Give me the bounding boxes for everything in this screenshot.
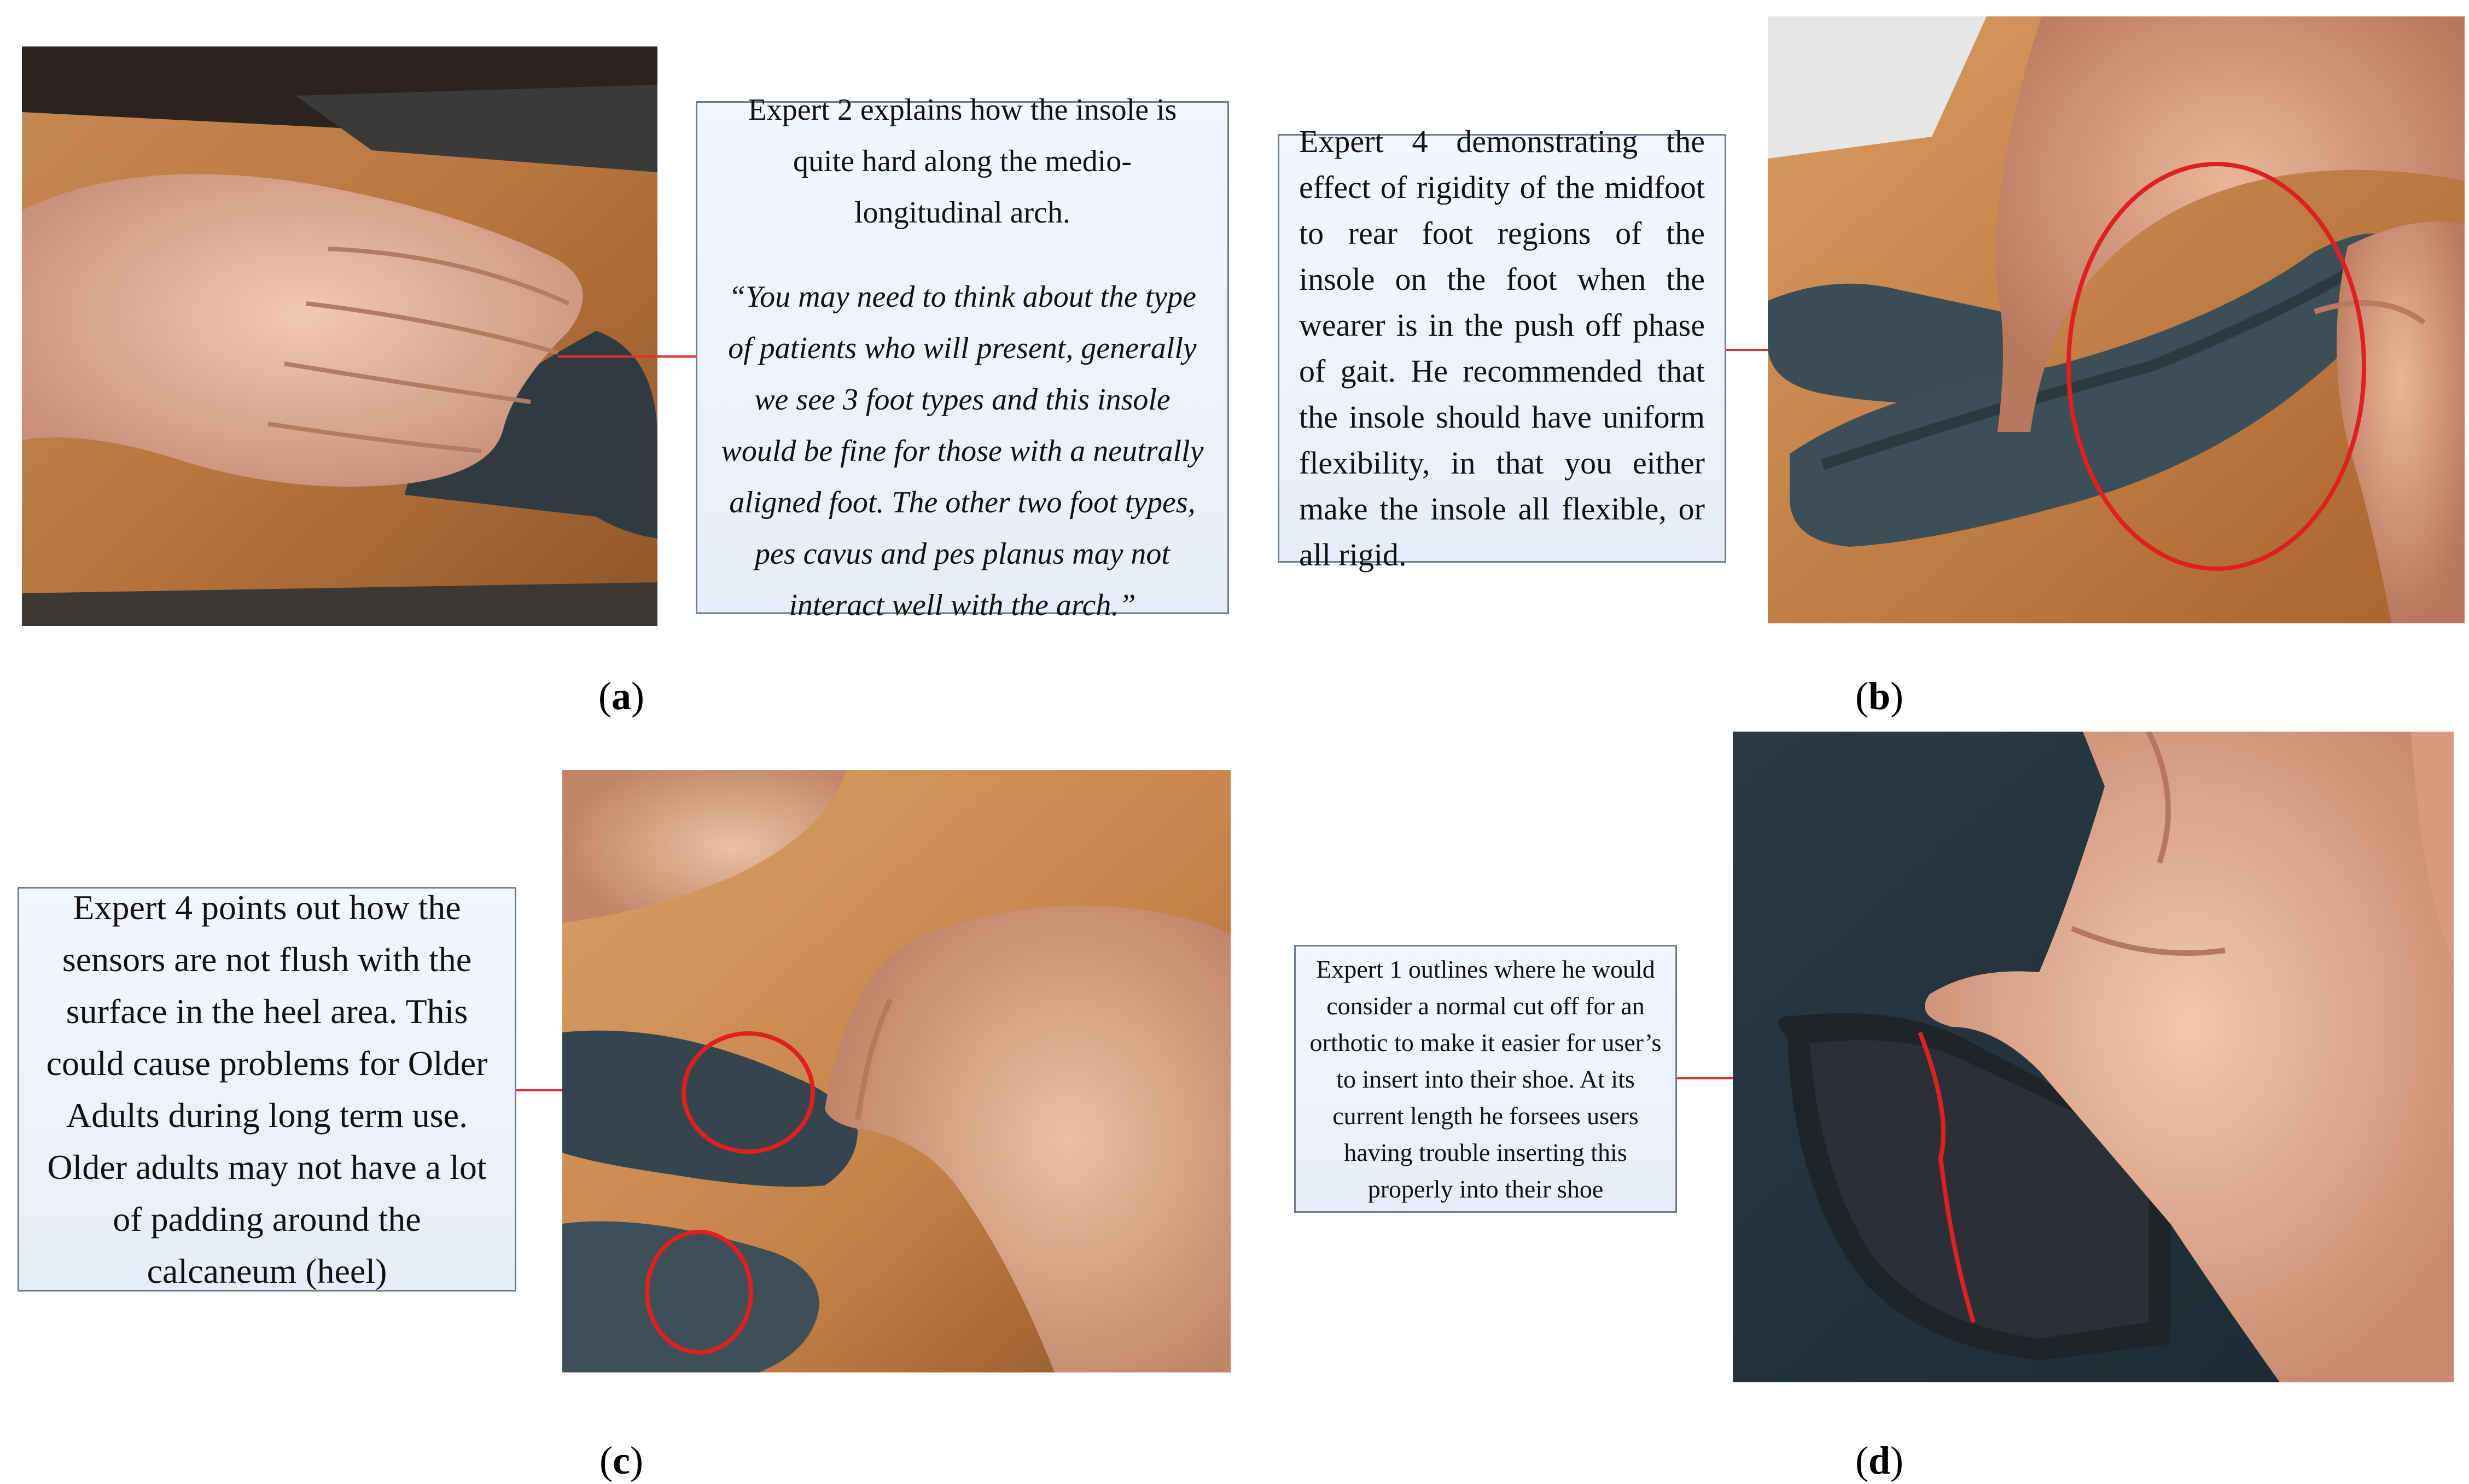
panel-label-a: (a) [598, 674, 644, 718]
callout-a [696, 93, 1229, 622]
callout-b-text: Expert 4 demonstrating the effect of rigidity of the midfoot to rear foot regions of the insole on the foot when the wearer is in the push off phase of gait. He recommended that the insole should have uniform flexibility, in that you either make the insole all flexible, or all rigid. [1299, 124, 1705, 572]
callout-d [1294, 945, 1677, 1213]
callout-b [1278, 124, 1726, 572]
callout-a-quote: “You may need to think about the type of patients who will present, generally we see 3 foot types and this insole would be fine for those with a neutrally aligned foot. The other two foot types, pes cavus and pes planus may not interact well with the arch.” [721, 280, 1204, 622]
callout-c [18, 887, 516, 1292]
panel-label-b: (b) [1855, 674, 1903, 718]
callout-d-text: Expert 1 outlines where he would consider a normal cut off for an orthotic to make it easier for user’s to insert into their shoe. At its current length he forsees users having trouble inserting this properly into their shoe [1309, 955, 1662, 1203]
photo-b-bending-insole [1768, 16, 2465, 623]
panel-label-c: (c) [599, 1439, 643, 1482]
photo-a-hand-on-insole [22, 46, 657, 626]
photo-c-pointing-sensors [562, 770, 1231, 1372]
callout-c-text: Expert 4 points out how the sensors are not flush with the surface in the heel area. This could cause problems for Older Adults during long term use. Older adults may not have a lot of padding around the calcaneum (heel) [46, 888, 488, 1290]
callout-a-line1: Expert 2 explains how the insole is quite hard along the medio-longitudinal arch. [748, 93, 1177, 230]
leader-line-a [558, 355, 696, 358]
photo-d-insole-cut-off [1733, 732, 2454, 1382]
panel-label-d: (d) [1855, 1439, 1903, 1482]
